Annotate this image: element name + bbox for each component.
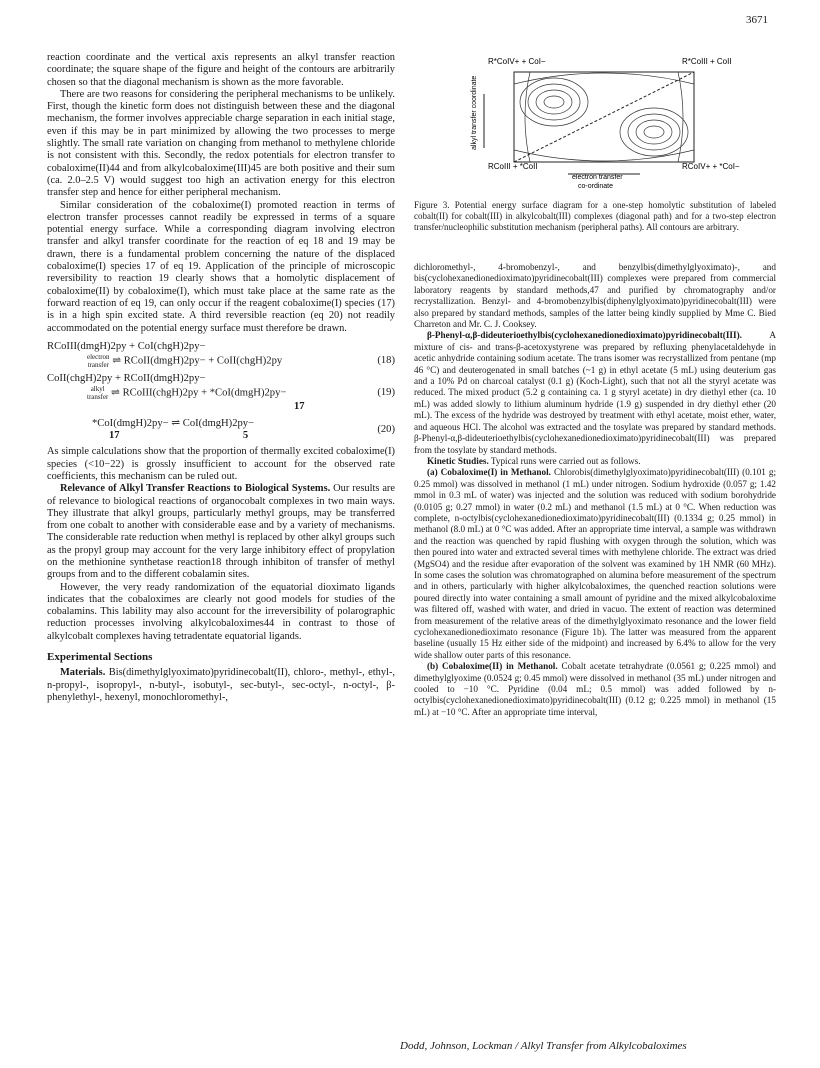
equation-line: RCoIII(dmgH)2py + CoI(chgH)2py−	[47, 340, 206, 352]
equation-line: ⇌ RCoII(dmgH)2py− + CoII(chgH)2py	[112, 355, 283, 367]
paragraph: However, the very ready randomization of the equatorial dioximato ligands indicates that the cobaloximes are clearly not good models for studies of the cobalamins. This lability may also account for the irreversibility of polarographic reduction processes involving alkylcobaloximes44 in contrast to those of alkylcobalt complexes having tetradentate equatorial ligands.	[47, 581, 395, 642]
paragraph: Similar consideration of the cobaloxime(I) promoted reaction in terms of electron transfer processes cannot readily be expressed in terms of a square potential energy surface. While a corresponding diagram involving electron transfer and alkyl transfer coordinate for the reaction of eq 18 and 19 may be drawn, there is a fundamental problem concerning the nature of the displaced cobaloxime(I) species 17 of eq 19. Application of the principle of microscopic reversibility to reaction 19 clearly shows that a homolytic displacement of cobaloxime(II) by cobaloxime(I), which must take place at the same rate as the forward reaction of eq 19, can only occur if the reagent cobaloxime(I) species (17) is in a high spin excited state. A third reversible reaction (eq 20) not readily accommodated on the potential energy surface must therefore be drawn.	[47, 199, 395, 334]
x-axis-label: electron transfer	[572, 174, 623, 181]
paragraph: (b) Cobaloxime(II) in Methanol. Cobalt acetate tetrahydrate (0.0561 g; 0.225 mmol) and dimethylglyoxime (0.0524 g; 0.45 mmol) were dissolved in methanol (35 mL) under nitrogen and cooled to −10 °C. Pyridine (0.04 mL; 0.5 mmol) was added followed by n-octylbis(cyclohexanedionedioximato)pyridinecobalt(III) (0.12 g; 0.225 mmol) in methanol (15 mL) at −10 °C. After an appropriate time interval,	[414, 661, 776, 717]
equation-number: (18)	[377, 354, 395, 366]
y-axis-label: alkyl transfer coordinate	[471, 75, 478, 150]
equation-18	[47, 341, 395, 369]
running-footer: Dodd, Johnson, Lockman / Alkyl Transfer from Alkylcobaloximes	[400, 1040, 687, 1052]
paragraph: Relevance of Alkyl Transfer Reactions to Biological Systems. Our results are of relevance to biological reactions of organocobalt complexes in two main ways. They illustrate that alkyl groups, particularly methyl groups, may be transferred from one cobalt to another with considerable ease and by a variety of mechanisms. The considerable rate reduction when methyl is replaced by other alkyl groups such as the propyl group may account for the very large inhibitory effect of propylation on the methionine synthetase reaction18 through inhibiton of transfer of methyl groups from and to the different cobalamin sites.	[47, 483, 396, 581]
left-column	[47, 52, 395, 704]
section-heading: Experimental Sections	[47, 651, 153, 664]
corner-label: RCoIII + *CoII	[488, 162, 538, 171]
page-number: 3671	[746, 14, 768, 26]
equation-number: (19)	[377, 387, 395, 399]
equation-line: *CoI(dmgH)2py− ⇌ CoI(dmgH)2py−	[92, 417, 255, 429]
paragraph: Kinetic Studies. Typical runs were carried out as follows.	[427, 455, 641, 466]
right-column	[414, 262, 776, 718]
x-axis-label: co-ordinate	[578, 183, 614, 190]
corner-label: RCoIV+ + *CoI−	[682, 162, 740, 171]
diagonal-path	[514, 72, 694, 162]
corner-label: R*CoIII + CoII	[682, 57, 732, 66]
arrow-label: electron transfer	[87, 353, 110, 370]
paragraph: As simple calculations show that the proportion of thermally excited cobaloxime(I) species (<10−22) is grossly insufficient to account for the observed rate coefficients, this mechanism can be ruled out.	[47, 446, 395, 482]
equation-number: (20)	[377, 423, 395, 435]
equation-20	[47, 418, 395, 443]
compound-number: 5	[242, 430, 249, 442]
compound-number: 17	[294, 401, 305, 413]
paragraph: dichloromethyl-, 4-bromobenzyl-, and benzylbis(dimethylglyoximato)-, and bis(cyclohexanedionedioximato)pyridinecobalt(III) complexes were prepared from commercial laboratory reagents by standard methods,47 and purified by chromatography and/or recrystallization. Benzyl- and 4-bromobenzylbis(diphenylglyoximato)pyridinecobalt(III) were also prepared by standard methods, samples of the latter being kindly supplied by Mme C. Bied Charreton and Mr. C. J. Cooksey.	[414, 262, 776, 330]
figure-caption: Figure 3. Potential energy surface diagram for a one-step homolytic substitution of labeled cobalt(II) for cobalt(III) in alkylcobalt(III) complexes (diagonal path) and for a two-step electron transfer/nucleophilic substitution mechanism (peripheral paths). All contours are arbitrary.	[414, 200, 776, 232]
paragraph: β-Phenyl-α,β-dideuterioethylbis(cyclohexanedionedioximato)pyridinecobalt(III). A mixture of cis- and trans-β-acetoxystyrene was prepared by refluxing phenylacetaldehyde in acetic anhydride containing sodium acetate. The trans isomer was recrystallized from pentane (mp 46 °C) and deuterogenated in small batches (~1 g) in ethyl acetate (5 mL) using deuterium gas and a 10% Pd on charcoal catalyst (0.1 g) (Koch-Light), such that not all the styryl acetate was reduced. The mixed product (5.2 g containing ca. 1 g styryl acetate) in dry diethyl ether (ca. 10 mL) was added slowly to lithium aluminum hydride (1.9 g) suspended in dry diethyl ether (20 mL). The excess of the hydride was destroyed by treatment with ethyl acetate, moist ether, water, and aqueous HCl. The alcohol was extracted and the tosylate was prepared by standard methods. β-Phenyl-α,β-dideuterioethylbis(cyclohexanedionedioximato)pyridinecobalt(III) was prepared from the tosylate by standard methods.	[414, 330, 776, 455]
equation-19	[47, 373, 395, 414]
paragraph: There are two reasons for considering the peripheral mechanisms to be unlikely. First, though the kinetic form does not distinguish between these and the diagonal mechanism, the former involves appreciable charge separation in each initial stage, even if this may be in part minimized by allowing the two processes to merge slightly. The small rate variation on changing from methanol to methylene chloride is not consistent with this. Secondly, the redox potentials for electron transfer to cobaloxime(II)44 and from alkylcobaloxime(III)45 are both positive and their sum (ca. 2.0–2.5 V) would suggest too high an activation energy for this electron transfer step and hence for either peripheral mechanism.	[47, 88, 395, 199]
equation-line: CoII(chgH)2py + RCoII(dmgH)2py−	[47, 373, 206, 385]
potential-energy-surface-figure	[450, 54, 760, 200]
corner-label: R*CoIV+ + CoI−	[488, 57, 546, 66]
paragraph: Materials. Bis(dimethylglyoximato)pyridinecobalt(II), chloro-, methyl-, ethyl-, n-propyl-, isopropyl-, n-butyl-, isobutyl-, sec-butyl-, sec-octyl-, n-octyl-, β-phenylethyl-, hexenyl, monochloromethyl-,	[47, 667, 395, 703]
paragraph: (a) Cobaloxime(I) in Methanol. Chlorobis(dimethylglyoximato)pyridinecobalt(III) (0.101 g; 0.25 mmol) was dissolved in methanol (1 mL) under nitrogen. Sodium hydroxide (0.057 g; 1.42 mmol in 0.3 mL of water) was injected and the solution was reduced with sodium borohydride (0.0105 g; 0.27 mmol) in water (0.2 mL) and methanol (1.5 mL) at 0 °C. When reduction was complete, n-octylbis(cyclohexanedionedioximato)pyridinecobalt(III) (0.1334 g; 0.25 mmol) in methanol (8.0 mL) at 0 °C was added. After an appropriate time interval, a sample was withdrawn and the reaction was quenched by rapid flushing with oxygen through the solution, which was then poured into water and extracted several times with methylene chloride. The extract was dried (MgSO4) and the residue after evaporation of the solvent was examined by 1H NMR (60 MHz). In some cases the solution was chromatographed on alumina before measurement of the spectrum and in others, particularly with higher alkylcobaloximes, the quenched reaction solutions were poured directly into water containing a small amount of pyridine and the mixed alkylcobaloxime was filtered off, washed with water, and dried in vacuo. The extent of reaction was determined from measurement of the relative areas of the dimethylglyoximato resonance and the lower field cyclohexanedionedioximato resonance (Figure 1b). The latter was measured from the apparent baseline (usually 15 Hz either side of the midpoint) and increased by 6.4% to allow for the very wide shallow outer parts of this resonance.	[414, 467, 776, 660]
compound-number: 17	[109, 430, 120, 442]
arrow-label: alkyl transfer	[87, 385, 109, 402]
equation-line: ⇌ RCoIII(chgH)2py + *CoI(dmgH)2py−	[111, 387, 287, 399]
paragraph: reaction coordinate and the vertical axis represents an alkyl transfer reaction coordinate; the square shape of the figure and height of the contours are arbitrarily chosen so that the diagonal mechanism is shown as the more favorable.	[47, 52, 395, 88]
